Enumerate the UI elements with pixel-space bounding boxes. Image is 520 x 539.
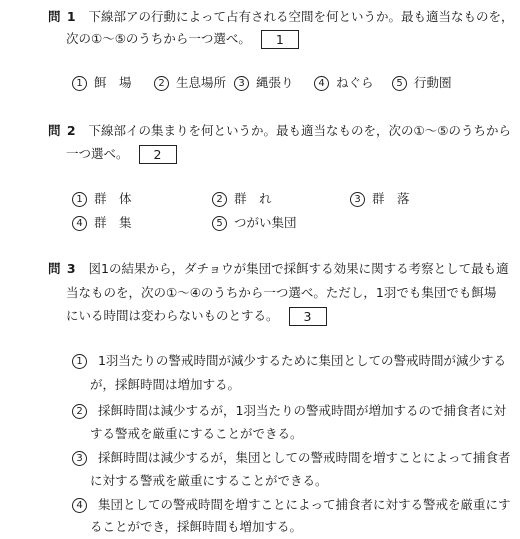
q3-text-line1: 図1の結果から，ダチョウが集団で採餌する効果に関する考察として最も適: [88, 261, 509, 276]
option-number-icon: 4: [314, 76, 329, 91]
q1-text-line2: 次の①～⑤のうちから一つ選べ。: [66, 31, 251, 46]
option-number-icon: 4: [72, 498, 87, 513]
option-number-icon: 1: [72, 354, 87, 369]
q1-text-line1: 下線部アの行動によって占有される空間を何というか。最も適当なものを，: [88, 9, 514, 24]
q3-option-3-line2: に対する警戒を厳重にすることができる。: [90, 473, 328, 488]
q3-line1: [48, 260, 509, 278]
option-number-icon: 1: [72, 76, 87, 91]
option-number-icon: 3: [234, 76, 249, 91]
q3-option-3-line1: 採餌時間は減少するが，集団としての警戒時間を増すことによって捕食者: [97, 450, 511, 465]
q3-line2: [66, 284, 496, 302]
q2-option-2-label: 群 れ: [234, 191, 272, 206]
option-number-icon: 5: [212, 216, 227, 231]
option-number-icon: 4: [72, 216, 87, 231]
q1-option-2[interactable]: [154, 74, 226, 92]
q1-option-3-label: 縄張り: [256, 75, 294, 90]
q2-text-line1: 下線部イの集まりを何というか。最も適当なものを，次の①～⑤のうちから: [88, 123, 511, 138]
q1-number: 問 1: [48, 9, 77, 24]
q2-option-4-label: 群 集: [94, 215, 132, 230]
q1-option-5[interactable]: [392, 74, 452, 92]
q2-option-2[interactable]: [212, 190, 272, 208]
option-number-icon: 2: [72, 404, 87, 419]
q2-text-line2: 一つ選べ。: [66, 146, 129, 161]
q3-option-3-cont: [90, 472, 328, 490]
q3-option-4-line1: 集団としての警戒時間を増すことによって捕食者に対する警戒を厳重にす: [97, 497, 511, 512]
option-number-icon: 1: [72, 192, 87, 207]
q2-line1: [48, 122, 511, 140]
q1-option-4-label: ねぐら: [336, 75, 374, 90]
q3-answer-box[interactable]: 3: [289, 307, 327, 326]
q3-line3: [66, 307, 327, 326]
q3-option-2[interactable]: [72, 402, 506, 420]
q1-line2: [66, 30, 299, 49]
q1-option-5-label: 行動圏: [414, 75, 452, 90]
q1-option-3[interactable]: [234, 74, 294, 92]
q2-option-3-label: 群 落: [372, 191, 410, 206]
q1-answer-box[interactable]: 1: [261, 30, 299, 49]
q1-line1: [48, 8, 514, 26]
option-number-icon: 2: [154, 76, 169, 91]
q1-option-1-label: 餌 場: [94, 75, 132, 90]
q3-option-2-line2: する警戒を厳重にすることができる。: [90, 426, 303, 441]
q3-option-2-line1: 採餌時間は減少するが，1羽当たりの警戒時間が増加するので捕食者に対: [97, 403, 506, 418]
option-number-icon: 3: [72, 451, 87, 466]
q2-number: 問 2: [48, 123, 77, 138]
q3-option-1-line2: が，採餌時間は増加する。: [90, 377, 241, 392]
q2-option-5-label: つがい集団: [234, 215, 297, 230]
q3-option-1-line1: 1羽当たりの警戒時間が減少するために集団としての警戒時間が減少する: [97, 353, 506, 368]
q3-option-1-cont: [90, 376, 240, 394]
q2-line2: [66, 145, 177, 164]
q2-option-5[interactable]: [212, 214, 297, 232]
q2-option-1-label: 群 体: [94, 191, 132, 206]
q3-number: 問 3: [48, 261, 77, 276]
q3-text-line2: 当なものを，次の①～④のうちから一つ選べ。ただし，1羽でも集団でも餌場: [66, 285, 497, 300]
q2-option-4[interactable]: [72, 214, 132, 232]
q3-option-2-cont: [90, 425, 303, 443]
q2-option-1[interactable]: [72, 190, 132, 208]
option-number-icon: 5: [392, 76, 407, 91]
q3-option-4-cont: [90, 518, 302, 536]
q2-option-3[interactable]: [350, 190, 410, 208]
q1-option-2-label: 生息場所: [176, 75, 227, 90]
q3-option-1[interactable]: [72, 352, 506, 370]
q3-option-4[interactable]: [72, 496, 511, 514]
q2-answer-box[interactable]: 2: [139, 145, 177, 164]
option-number-icon: 3: [350, 192, 365, 207]
q3-text-line3: にいる時間は変わらないものとする。: [66, 308, 279, 323]
option-number-icon: 2: [212, 192, 227, 207]
q3-option-3[interactable]: [72, 449, 511, 467]
q1-option-1[interactable]: [72, 74, 132, 92]
q1-option-4[interactable]: [314, 74, 374, 92]
q3-option-4-line2: ることができ，採餌時間も増加する。: [90, 519, 303, 534]
